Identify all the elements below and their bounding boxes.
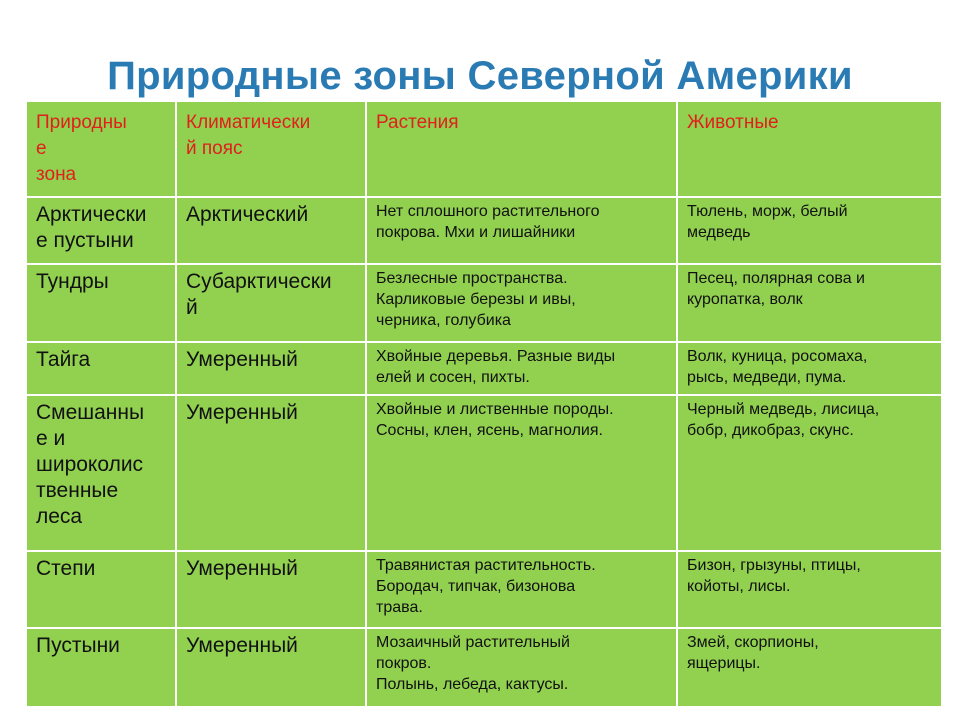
table-row-zone: Смешанны е и широколис твенные леса (26, 395, 176, 551)
table-row-plants: Нет сплошного растительного покрова. Мхи и лишайники (366, 197, 677, 264)
header-plants: Растения (366, 101, 677, 197)
table-row-animals: Тюлень, морж, белый медведь (677, 197, 942, 264)
table-row-animals: Черный медведь, лисица, бобр, дикобраз, скунс. (677, 395, 942, 551)
zones-table (26, 101, 942, 707)
table-row-belt: Умеренный (176, 395, 366, 551)
page-title: Природные зоны Северной Америки (107, 54, 853, 98)
header-climate-belt: Климатически й пояс (176, 101, 366, 197)
header-animals: Животные (677, 101, 942, 197)
table-row-animals: Змей, скорпионы, ящерицы. (677, 628, 942, 707)
table-row-zone: Тайга (26, 342, 176, 395)
table-row-plants: Хвойные деревья. Разные виды елей и сосен, пихты. (366, 342, 677, 395)
header-zone: Природны е зона (26, 101, 176, 197)
table-row-plants: Хвойные и лиственные породы. Сосны, клен, ясень, магнолия. (366, 395, 677, 551)
table-row-belt: Субарктически й (176, 264, 366, 342)
table-row-animals: Бизон, грызуны, птицы, койоты, лисы. (677, 551, 942, 628)
table-row-belt: Умеренный (176, 628, 366, 707)
table-row-animals: Песец, полярная сова и куропатка, волк (677, 264, 942, 342)
table-row-zone: Арктически е пустыни (26, 197, 176, 264)
table-row-plants: Травянистая растительность. Бородач, типчак, бизонова трава. (366, 551, 677, 628)
table-row-belt: Умеренный (176, 551, 366, 628)
table-row-plants: Мозаичный растительный покров. Полынь, лебеда, кактусы. (366, 628, 677, 707)
table-row-zone: Пустыни (26, 628, 176, 707)
table-row-belt: Умеренный (176, 342, 366, 395)
table-row-plants: Безлесные пространства. Карликовые березы и ивы, черника, голубика (366, 264, 677, 342)
table-row-belt: Арктический (176, 197, 366, 264)
table-row-animals: Волк, куница, росомаха, рысь, медведи, пума. (677, 342, 942, 395)
table-row-zone: Степи (26, 551, 176, 628)
table-row-zone: Тундры (26, 264, 176, 342)
